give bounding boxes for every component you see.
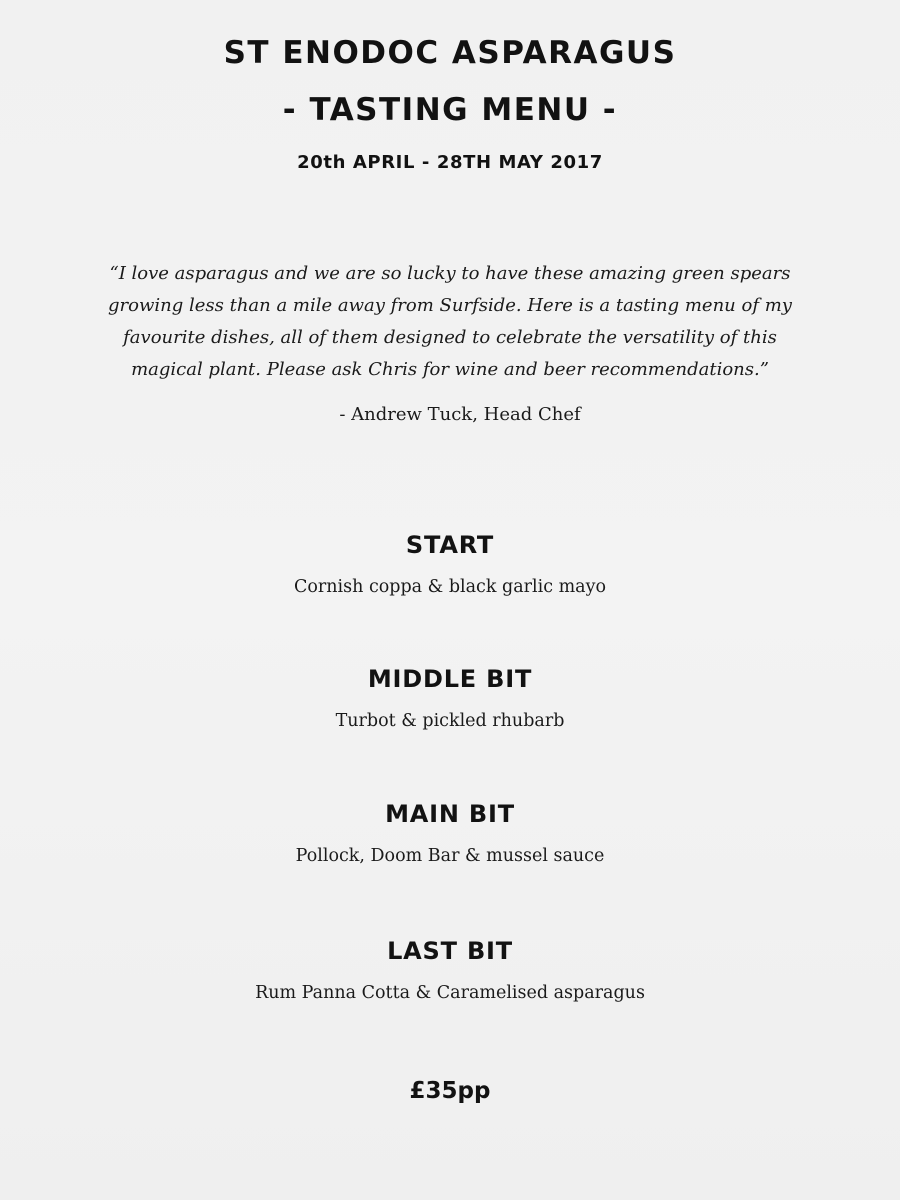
chef-quote [90, 258, 810, 386]
course-heading: MIDDLE BIT [367, 665, 533, 693]
course-middle-bit [0, 665, 900, 731]
course-heading: MAIN BIT [385, 800, 515, 828]
course-dish: Cornish coppa & black garlic mayo [293, 577, 607, 597]
course-main-bit [0, 800, 900, 866]
chef-attribution: - Andrew Tuck, Head Chef [339, 404, 581, 425]
chef-quote-text: “I love asparagus and we are so lucky to have these amazing green spears growing less than a mile away from Surfside. Here is a tasting menu of my favourite dishes, all of them designed to celebrate the versatility of this magical plant. Please ask Chris for wine and beer recommendations.” [108, 263, 792, 380]
course-heading: LAST BIT [387, 937, 513, 965]
course-start [0, 531, 900, 597]
menu-dates: 20th APRIL - 28TH MAY 2017 [297, 152, 603, 173]
menu-price: £35pp [409, 1078, 491, 1104]
menu-subtitle: - TASTING MENU - [282, 92, 618, 128]
title-block [0, 35, 900, 173]
course-dish: Rum Panna Cotta & Caramelised asparagus [255, 983, 645, 1003]
course-dish: Turbot & pickled rhubarb [335, 711, 565, 731]
course-heading: START [405, 531, 495, 559]
course-dish: Pollock, Doom Bar & mussel sauce [295, 846, 605, 866]
course-last-bit [0, 937, 900, 1003]
menu-title: ST ENODOC ASPARAGUS [223, 35, 677, 71]
